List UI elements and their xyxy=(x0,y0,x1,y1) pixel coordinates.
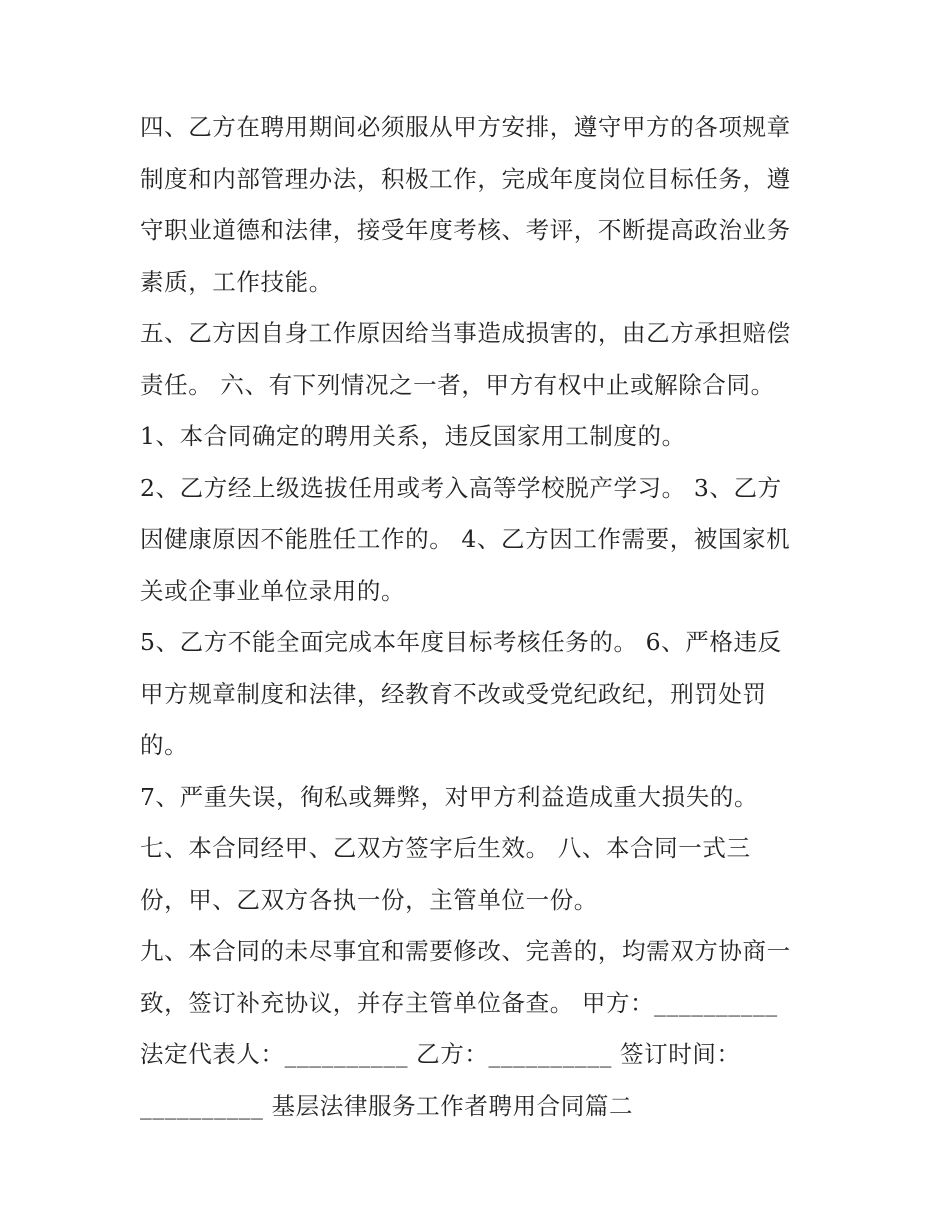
text-line: 2、乙方经上级选拔任用或考入高等学校脱产学习。 3、乙方 xyxy=(140,473,782,502)
text-line: 法定代表人：__________ 乙方：__________ 签订时间： xyxy=(140,1040,741,1068)
text-line: __________ 基层法律服务工作者聘用合同篇二 xyxy=(140,1091,634,1120)
text-line: 七、本合同经甲、乙双方签字后生效。 八、本合同一式三 xyxy=(140,834,751,862)
text-line: 素质，工作技能。 xyxy=(140,267,333,296)
text-line: 九、本合同的未尽事宜和需要修改、完善的，均需双方协商一 xyxy=(140,937,791,965)
text-line: 的。 xyxy=(140,731,189,759)
text-line: 因健康原因不能胜任工作的。 4、乙方因工作需要，被国家机 xyxy=(140,525,791,553)
text-line: 五、乙方因自身工作原因给当事造成损害的，由乙方承担赔偿 xyxy=(140,319,791,347)
text-line: 份，甲、乙双方各执一份，主管单位一份。 xyxy=(140,885,598,914)
text-line: 7、严重失误，徇私或舞弊，对甲方利益造成重大损失的。 xyxy=(140,782,759,811)
text-line: 制度和内部管理办法，积极工作，完成年度岗位目标任务，遵 xyxy=(140,164,791,193)
text-line: 四、乙方在聘用期间必须服从甲方安排，遵守甲方的各项规章 xyxy=(140,113,791,141)
text-line: 关或企事业单位录用的。 xyxy=(140,576,406,605)
text-line: 1、本合同确定的聘用关系，违反国家用工制度的。 xyxy=(140,422,686,450)
text-line: 5、乙方不能全面完成本年度目标考核任务的。 6、严格违反 xyxy=(140,628,782,656)
text-line: 甲方规章制度和法律，经教育不改或受党纪政纪，刑罚处罚 xyxy=(140,679,767,708)
contract-text xyxy=(140,102,840,1132)
text-line: 致，签订补充协议，并存主管单位备查。 甲方：__________ xyxy=(140,988,778,1017)
text-line: 责任。 六、有下列情况之一者，甲方有权中止或解除合同。 xyxy=(140,370,775,399)
text-line: 守职业道德和法律，接受年度考核、考评，不断提高政治业务 xyxy=(140,216,791,244)
